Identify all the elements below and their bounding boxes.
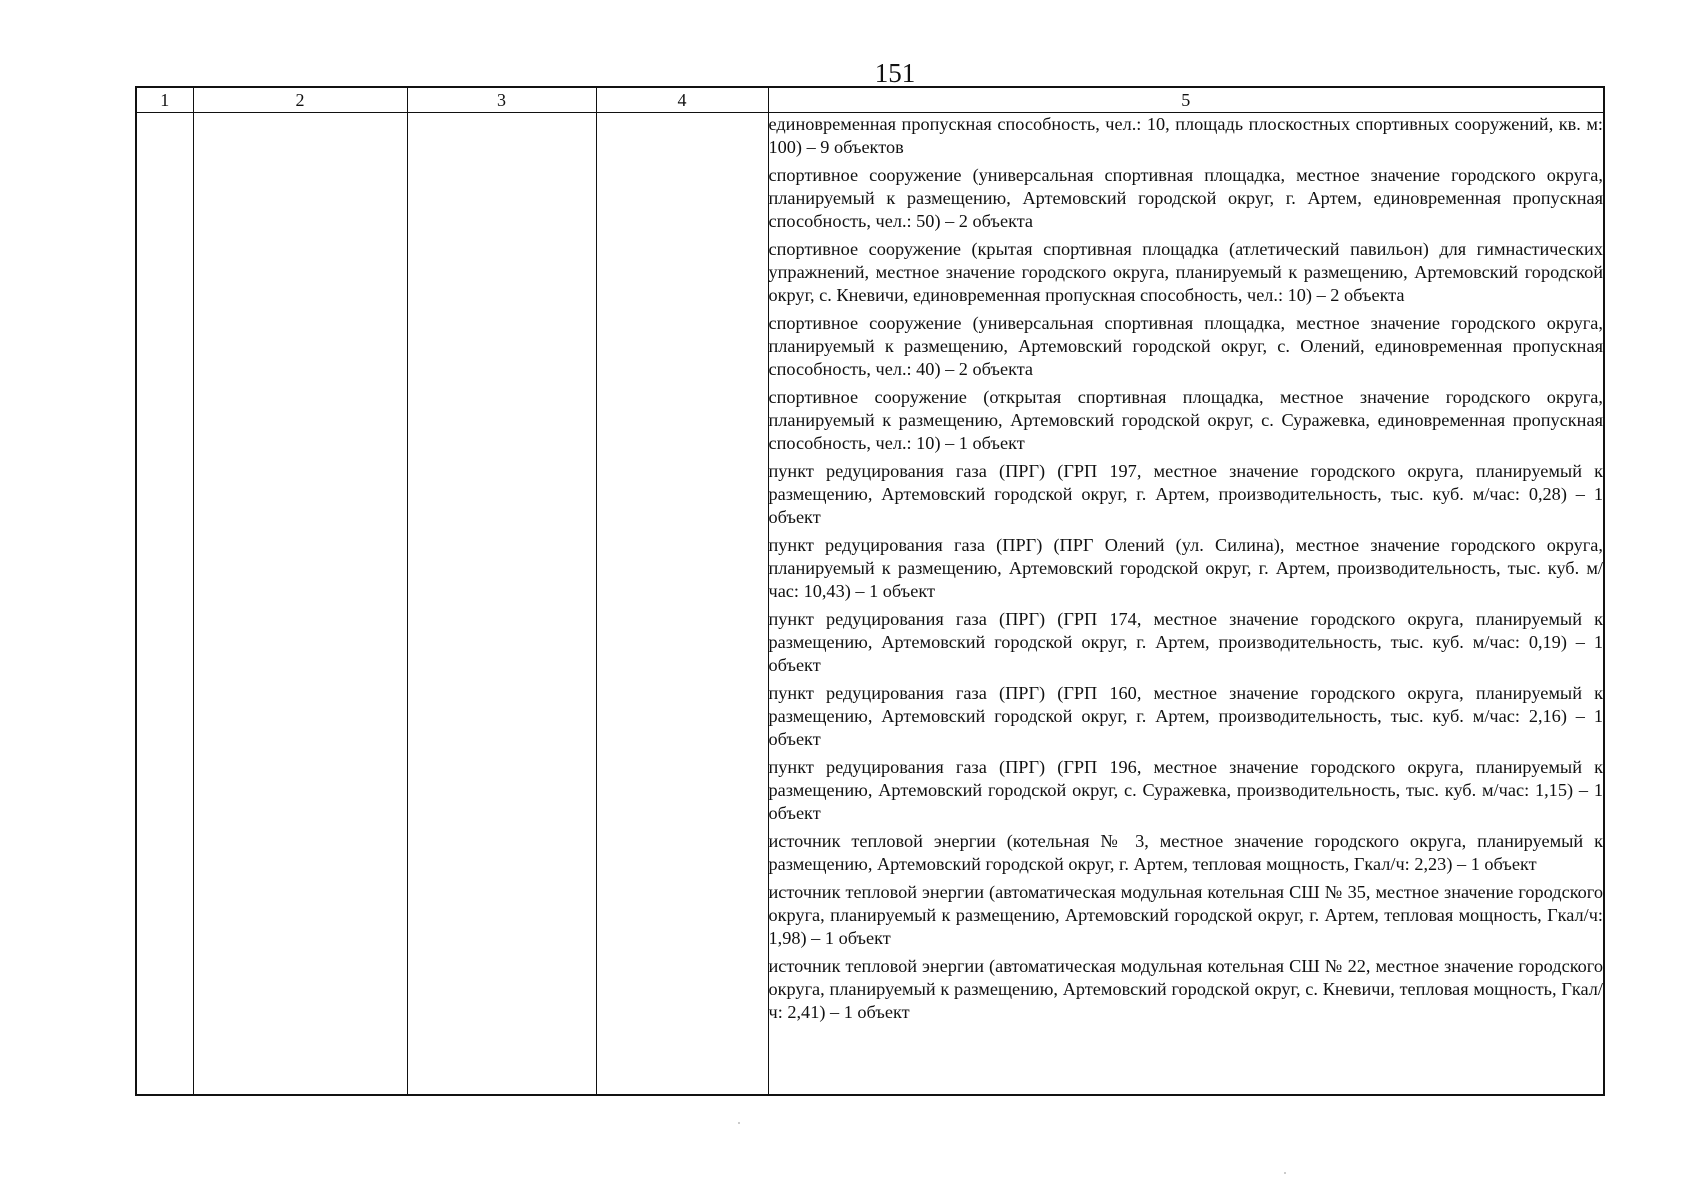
scan-speck <box>1284 1172 1286 1174</box>
column-header-1: 1 <box>136 87 193 113</box>
cell-col-5 <box>768 113 1604 1096</box>
document-table <box>135 86 1605 1096</box>
object-entry: пункт редуцирования газа (ПРГ) (ПРГ Олений (ул. Силина), местное значение городского округа, планируемый к размещению, Артемовский городской округ, г. Артем, производительность, тыс. куб. м/час: 10,43) – 1 объект <box>768 535 1603 601</box>
object-entry: пункт редуцирования газа (ПРГ) (ГРП 197, местное значение городского округа, планируемый к размещению, Артемовский городской округ, г. Артем, производительность, тыс. куб. м/час: 0,28) – 1 объект <box>768 461 1603 527</box>
object-entry: пункт редуцирования газа (ПРГ) (ГРП 160, местное значение городского округа, планируемый к размещению, Артемовский городской округ, г. Артем, производительность, тыс. куб. м/час: 2,16) – 1 объект <box>768 683 1603 749</box>
cell-col-3 <box>407 113 596 1096</box>
cell-col-1 <box>136 113 193 1096</box>
object-entry: пункт редуцирования газа (ПРГ) (ГРП 196, местное значение городского округа, планируемый к размещению, Артемовский городской округ, с. Суражевка, производительность, тыс. куб. м/час: 1,15) – 1 объект <box>768 757 1603 823</box>
object-entry: источник тепловой энергии (автоматическая модульная котельная СШ № 22, местное значение городского округа, планируемый к размещению, Артемовский городской округ, с. Кневичи, тепловая мощность, Гкал/ч: 2,41) – 1 объект <box>768 956 1603 1022</box>
object-entry: пункт редуцирования газа (ПРГ) (ГРП 174, местное значение городского округа, планируемый к размещению, Артемовский городской округ, г. Артем, производительность, тыс. куб. м/час: 0,19) – 1 объект <box>768 609 1603 675</box>
scan-speck <box>738 1122 740 1124</box>
object-entry: источник тепловой энергии (котельная № 3, местное значение городского округа, планируемый к размещению, Артемовский городской округ, г. Артем, тепловая мощность, Гкал/ч: 2,23) – 1 объект <box>768 831 1603 874</box>
object-entry: единовременная пропускная способность, чел.: 10, площадь плоскостных спортивных сооружений, кв. м: 100) – 9 объектов <box>768 114 1603 157</box>
table-header-row <box>136 87 1604 113</box>
table-row <box>136 113 1604 1096</box>
column-header-4: 4 <box>596 87 768 113</box>
column-header-3: 3 <box>407 87 596 113</box>
column-header-5: 5 <box>768 87 1604 113</box>
object-entry: спортивное сооружение (универсальная спортивная площадка, местное значение городского округа, планируемый к размещению, Артемовский городской округ, с. Олений, единовременная пропускная способность, чел.: 40) – 2 объекта <box>768 313 1603 379</box>
cell-col-2 <box>193 113 407 1096</box>
cell-col-4 <box>596 113 768 1096</box>
column-header-2: 2 <box>193 87 407 113</box>
page-number: 151 <box>874 58 916 88</box>
object-entry: спортивное сооружение (открытая спортивная площадка, местное значение городского округа, планируемый к размещению, Артемовский городской округ, с. Суражевка, единовременная пропускная способность, чел.: 10) – 1 объект <box>768 387 1603 453</box>
object-entry: источник тепловой энергии (автоматическая модульная котельная СШ № 35, местное значение городского округа, планируемый к размещению, Артемовский городской округ, г. Артем, тепловая мощность, Гкал/ч: 1,98) – 1 объект <box>768 882 1603 948</box>
object-entry: спортивное сооружение (универсальная спортивная площадка, местное значение городского округа, планируемый к размещению, Артемовский городской округ, г. Артем, единовременная пропускная способность, чел.: 50) – 2 объекта <box>768 165 1603 231</box>
object-entry: спортивное сооружение (крытая спортивная площадка (атлетический павильон) для гимнастических упражнений, местное значение городского округа, планируемый к размещению, Артемовский городской округ, с. Кневичи, единовременная пропускная способность, чел.: 10) – 2 объекта <box>768 239 1603 305</box>
